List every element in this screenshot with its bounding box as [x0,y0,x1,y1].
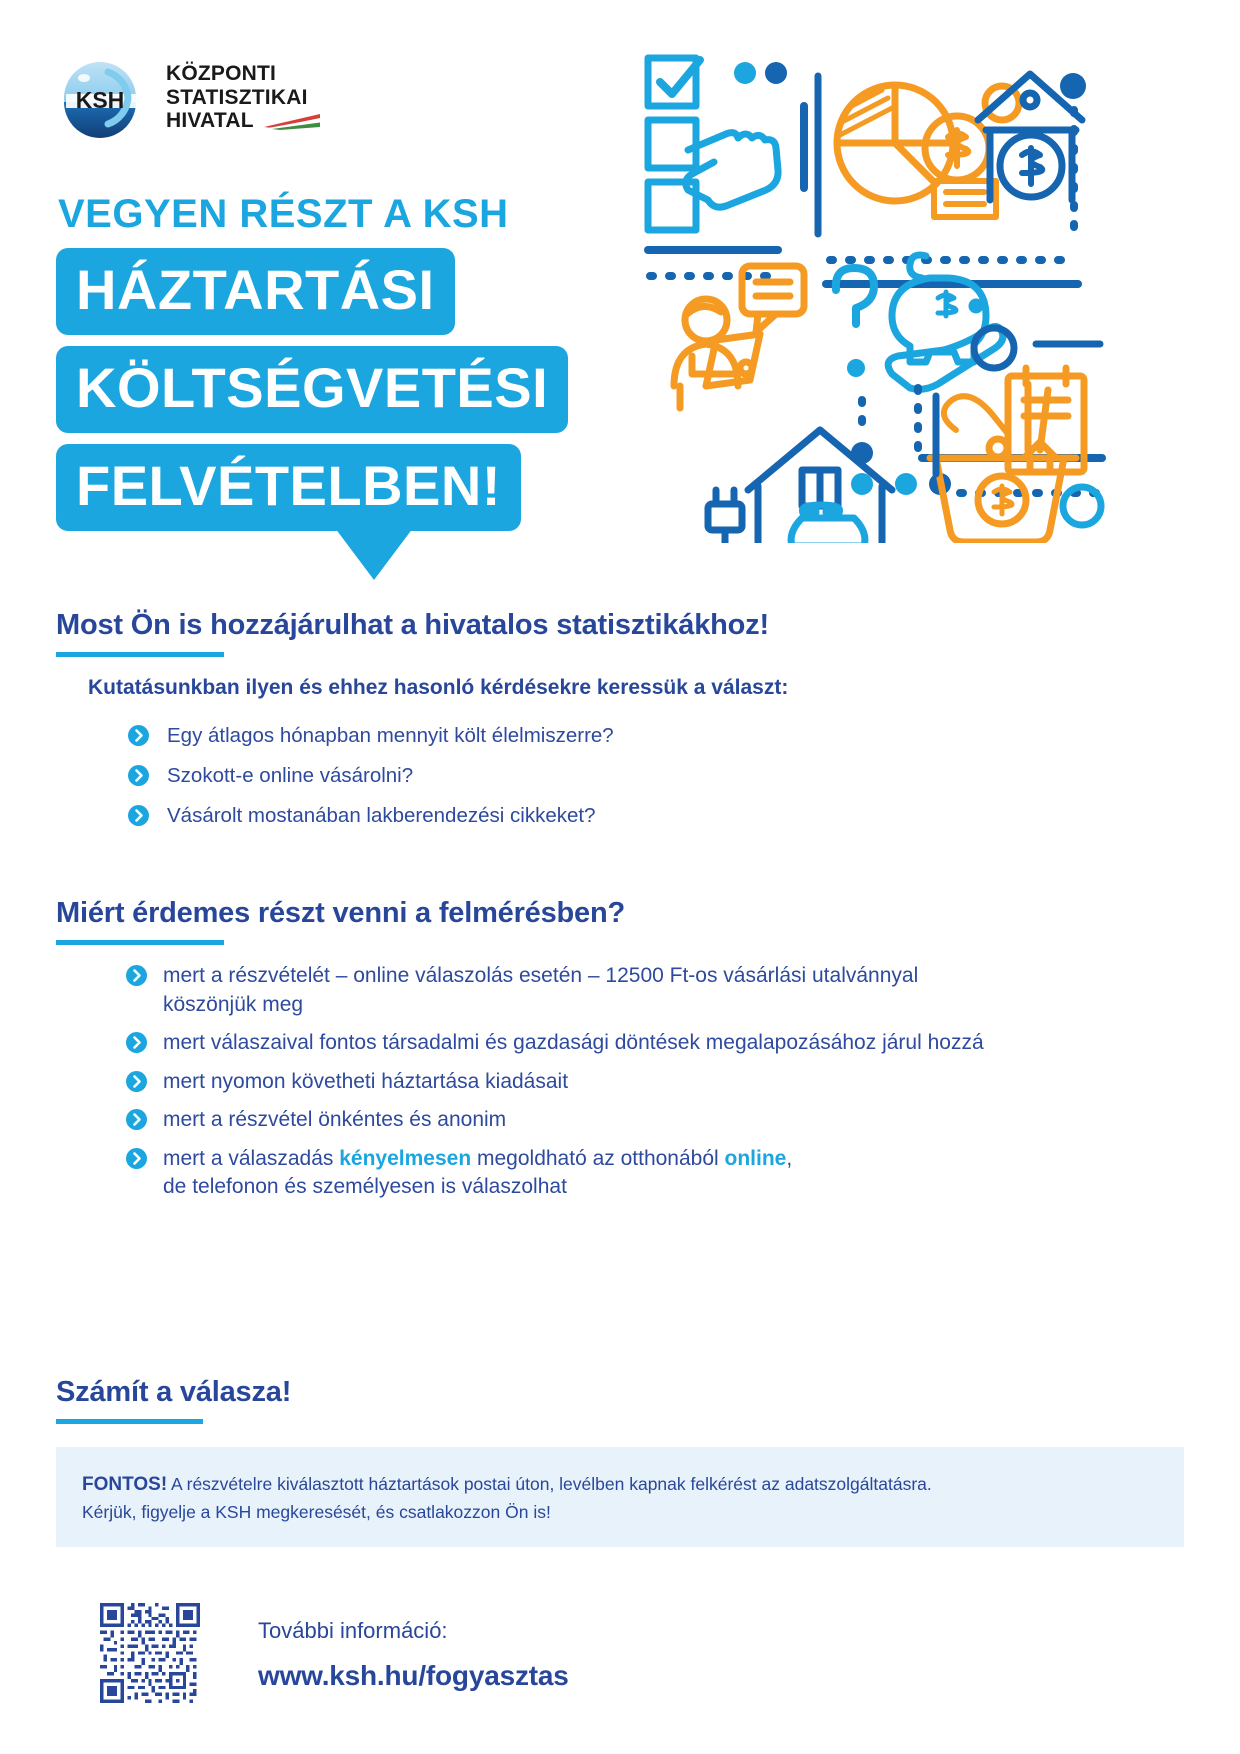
speech-bubble-tail [332,524,416,580]
pointing-hand-icon [686,133,778,207]
question-text: Szokott-e online vásárolni? [167,764,414,788]
ksh-globe-icon [56,58,152,138]
statistics-illustration [630,38,1110,543]
chevron-right-icon [126,1071,147,1092]
text-run: kényelmesen [339,1146,472,1170]
benefit-text [163,1068,568,1097]
qr-code[interactable] [100,1603,200,1703]
list-item [126,1145,1086,1202]
question-text: Vásárolt mostanában lakberendezési cikkeket? [167,804,596,828]
headline-line-3: FELVÉTELBEN! [56,444,521,531]
list-item [126,1106,1086,1135]
infobox-fontos-label: FONTOS! [82,1474,168,1495]
text-run: mert nyomon követheti háztartása kiadásait [163,1069,569,1093]
benefits-heading-rule [56,940,224,945]
chevron-right-icon [126,965,147,986]
matters-heading-rule [56,1419,203,1424]
hungarian-flag-swoosh-icon [262,113,322,130]
question-text: Egy átlagos hónapban mennyit költ élelmiszerre? [167,724,614,747]
chevron-right-icon [126,1148,147,1169]
list-item [128,762,1008,789]
matters-section-heading: Számít a válasza! [56,1376,292,1408]
chevron-right-icon [128,805,149,826]
chevron-right-icon [128,765,149,786]
ksh-abbr-text: KSH [75,87,125,113]
text-run: mert válaszaival fontos társadalmi és gazdasági döntések megalapozásához járul hozzá [163,1031,984,1055]
benefits-section-heading: Miért érdemes részt venni a felmérésben? [56,897,626,929]
text-run: megoldható az otthonából [471,1146,725,1170]
shopping-basket-icon [930,384,1076,542]
questions-list [128,722,1008,842]
questions-section-heading: Most Ön is hozzájárulhat a hivatalos statisztikákhoz! [56,609,769,641]
money-bag-icon [791,505,865,543]
coin-icon [925,116,989,180]
text-run: mert a részvételét – online válaszolás esetén – 12500 Ft-os vásárlási utalvánnyal köszönjük meg [163,964,919,1016]
list-item [126,1029,1086,1058]
checklist-icon [648,58,700,230]
power-plug-icon [708,490,771,543]
important-info-box [56,1447,1184,1547]
benefit-text [163,1106,506,1135]
list-item [128,802,1008,829]
list-item [126,962,1086,1019]
more-info-label: További információ: [258,1618,448,1643]
infobox-first-line [82,1470,1158,1499]
text-run: , [786,1146,793,1170]
benefit-text [163,1029,984,1058]
benefits-list [126,962,1086,1212]
headline-block [56,248,568,531]
questions-lead-text: Kutatásunkban ilyen és ehhez hasonló kérdésekre keressük a választ: [88,676,789,699]
logo-line-hivatal: HIVATAL [166,109,254,133]
logo-line-kozponti: KÖZPONTI [166,62,277,86]
text-run: mert a válaszadás [163,1146,340,1170]
questions-heading-rule [56,652,224,657]
chevron-right-icon [126,1109,147,1130]
infobox-line2-text: Kérjük, figyelje a KSH megkeresését, és csatlakozzon Ön is! [82,1502,551,1523]
infobox-line1-text: A részvételre kiválasztott háztartások postai úton, levélben kapnak felkérést az adatszolgáltatásra. [167,1474,932,1494]
headline-kicker: VEGYEN RÉSZT A KSH [58,192,509,236]
chevron-right-icon [128,725,149,746]
list-item [128,722,1008,749]
chevron-right-icon [126,1032,147,1053]
text-run: mert a részvétel önkéntes és anonim [163,1108,507,1132]
logo-line-statisztikai: STATISZTIKAI [166,85,308,109]
text-run: de telefonon és személyesen is válaszolhat [163,1175,567,1199]
headline-line-1: HÁZTARTÁSI [56,248,455,335]
list-item [126,1068,1086,1097]
ksh-website-link[interactable]: www.ksh.hu/fogyasztas [258,1660,569,1691]
ksh-logo [56,58,322,138]
headline-line-2: KÖLTSÉGVETÉSI [56,346,568,433]
text-run: online [724,1146,787,1170]
benefit-text [163,962,1013,1019]
benefit-text [163,1145,792,1202]
